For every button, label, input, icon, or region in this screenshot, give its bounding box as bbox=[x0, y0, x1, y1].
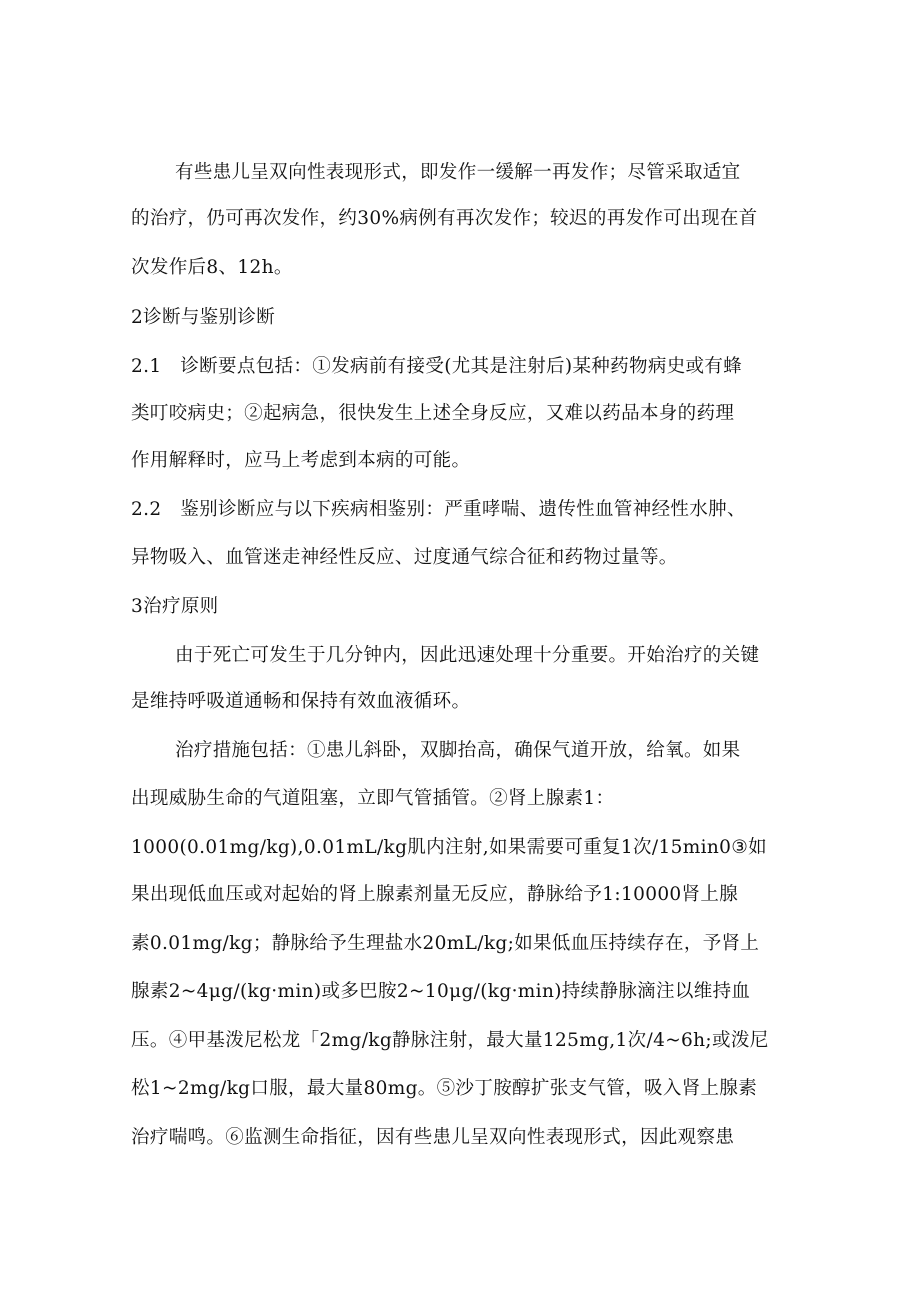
paragraph-line: 2.1 诊断要点包括：①发病前有接受(尤其是注射后)某种药物病史或有蜂 bbox=[131, 356, 743, 377]
paragraph-line: 的治疗，仍可再次发作，约30%病例有再次发作；较迟的再发作可出现在首 bbox=[131, 208, 758, 229]
paragraph-line: 治疗喘鸣。⑥监测生命指征，因有些患儿呈双向性表现形式，因此观察患 bbox=[131, 1127, 735, 1148]
paragraph-line: 腺素2~4μg/(kg·min)或多巴胺2~10μg/(kg·min)持续静脉滴注以维持血 bbox=[131, 981, 751, 1002]
paragraph-line: 有些患儿呈双向性表现形式，即发作一缓解一再发作；尽管采取适宜 bbox=[175, 162, 741, 183]
paragraph-line: 2.2 鉴别诊断应与以下疾病相鉴别：严重哮喘、遗传性血管神经性水肿、 bbox=[131, 499, 746, 520]
paragraph-line: 松1~2mg/kg口服，最大量80mg。⑤沙丁胺醇扩张支气管，吸入肾上腺素 bbox=[131, 1078, 758, 1099]
paragraph-line: 次发作后8、12h。 bbox=[131, 257, 293, 278]
paragraph-line: 1000(0.01mg/kg),0.01mL/kg肌内注射,如果需要可重复1次/15min0③如 bbox=[131, 837, 768, 858]
paragraph-line: 压。④甲基泼尼松龙「2mg/kg静脉注射，最大量125mg,1次/4~6h;或泼尼 bbox=[131, 1030, 769, 1051]
paragraph-line: 治疗措施包括：①患儿斜卧，双脚抬高，确保气道开放，给氧。如果 bbox=[175, 740, 741, 761]
paragraph-line: 出现威胁生命的气道阻塞，立即气管插管。②肾上腺素1： bbox=[131, 788, 615, 809]
paragraph-line: 异物吸入、血管迷走神经性反应、过度通气综合征和药物过量等。 bbox=[131, 547, 678, 568]
paragraph-line: 由于死亡可发生于几分钟内，因此迅速处理十分重要。开始治疗的关键 bbox=[175, 645, 760, 666]
paragraph-line: 素0.01mg/kg；静脉给予生理盐水20mL/kg;如果低血压持续存在，予肾上 bbox=[131, 933, 760, 954]
paragraph-line: 作用解释时，应马上考虑到本病的可能。 bbox=[131, 450, 471, 471]
paragraph-line: 类叮咬病史；②起病急，很快发生上述全身反应，又难以药品本身的药理 bbox=[131, 403, 735, 424]
paragraph-line: 是维持呼吸道通畅和保持有效血液循环。 bbox=[131, 691, 471, 712]
section-heading: 2诊断与鉴别诊断 bbox=[131, 307, 276, 328]
section-heading: 3治疗原则 bbox=[131, 596, 219, 617]
paragraph-line: 果出现低血压或对起始的肾上腺素剂量无反应，静脉给予1:10000肾上腺 bbox=[131, 884, 739, 905]
